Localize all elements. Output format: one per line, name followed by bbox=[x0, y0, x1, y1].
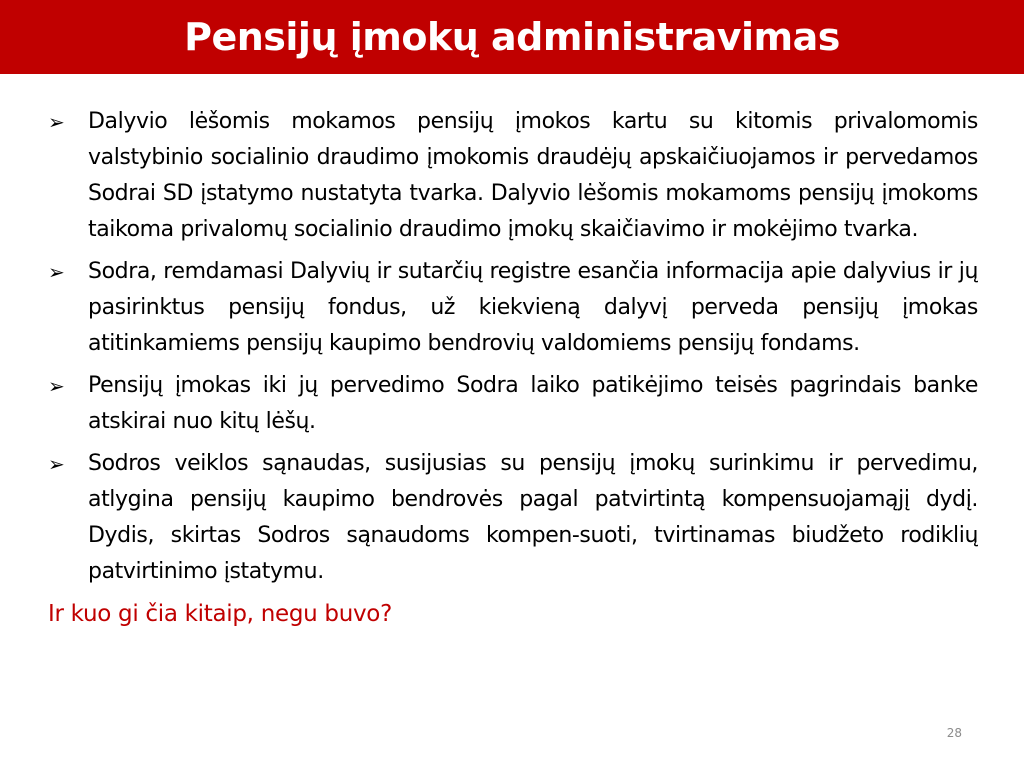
bullet-text: Sodros veiklos sąnaudas, susijusias su pensijų įmokų surinkimu ir pervedimu, atlygina pensijų kaupimo bendrovės pagal patvirtintą kompensuojamąjį dydį. Dydis, skirtas Sodros sąnaudoms kompen-suoti, tvirtinamas biudžeto rodiklių patvirtinimo įstatymu. bbox=[88, 451, 978, 584]
bullet-text: Pensijų įmokas iki jų pervedimo Sodra laiko patikėjimo teisės pagrindais banke atskirai nuo kitų lėšų. bbox=[88, 373, 978, 434]
arrowhead-bullet-icon: ➢ bbox=[48, 374, 65, 398]
arrowhead-bullet-icon: ➢ bbox=[48, 260, 65, 284]
title-bar bbox=[0, 0, 1024, 74]
bullet-item bbox=[48, 104, 978, 248]
bullet-item bbox=[48, 446, 978, 590]
arrowhead-bullet-icon: ➢ bbox=[48, 110, 65, 134]
bullet-item bbox=[48, 254, 978, 362]
slide-content bbox=[48, 104, 978, 632]
bullet-text: Dalyvio lėšomis mokamos pensijų įmokos kartu su kitomis privalomomis valstybinio socialinio draudimo įmokomis draudėjų apskaičiuojamos ir pervedamos Sodrai SD įstatymo nustatyta tvarka. Dalyvio lėšomis mokamoms pensijų įmokoms taikoma privalomų socialinio draudimo įmokų skaičiavimo ir mokėjimo tvarka. bbox=[88, 109, 978, 242]
bullet-text: Sodra, remdamasi Dalyvių ir sutarčių registre esančia informacija apie dalyvius ir jų pasirinktus pensijų fondus, už kiekvieną dalyvį perveda pensijų įmokas atitinkamiems pensijų kaupimo bendrovių valdomiems pensijų fondams. bbox=[88, 259, 978, 356]
slide-title: Pensijų įmokų administravimas bbox=[184, 15, 840, 59]
arrowhead-bullet-icon: ➢ bbox=[48, 452, 65, 476]
bullet-item bbox=[48, 368, 978, 440]
page-number: 28 bbox=[946, 726, 962, 740]
closing-question: Ir kuo gi čia kitaip, negu buvo? bbox=[48, 601, 392, 627]
